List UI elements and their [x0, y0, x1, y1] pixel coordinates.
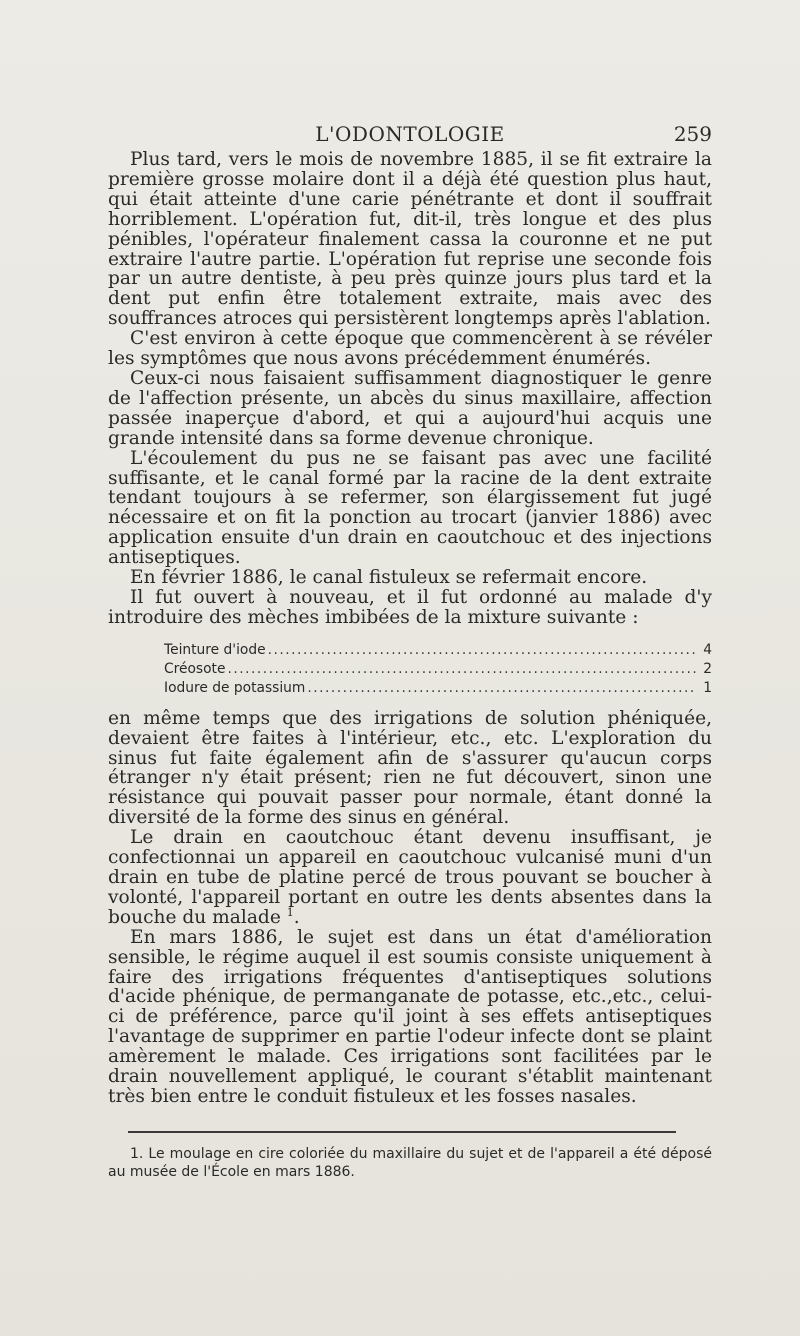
paragraph	[108, 828, 712, 928]
recipe-ingredient: Iodure de potassium	[164, 679, 306, 696]
footnote-text: 1. Le moulage en cire coloriée du maxillaire du sujet et de l'appareil a été déposé au musée de l'École en mars 1886.	[108, 1146, 712, 1180]
footnote-rule	[128, 1131, 676, 1133]
paragraph: Ceux-ci nous faisaient suffisamment diagnostiquer le genre de l'affection présente, un abcès du sinus maxillaire, affection passée inaperçue d'abord, et qui a aujourd'hui acquis une grande intensité dans sa forme devenue chronique.	[108, 367, 712, 449]
leader-dots	[307, 679, 696, 698]
footnote-ref: 1	[286, 905, 294, 919]
paragraph-text: en même temps que des irrigations de solution phéniquée, devaient être faites à l'intérieur, etc., etc. L'exploration du sinus fut faite également afin de s'assurer qu'aucun corps étranger n'y était présent; rien ne fut découvert, sinon une résistance qui pouvait passer pour normale, étant donné la diversité de la forme des sinus en général.	[108, 707, 712, 829]
recipe-quantity: 1	[703, 679, 712, 696]
page-number: 259	[673, 122, 712, 146]
recipe-ingredient: Teinture d'iode	[164, 641, 266, 658]
footnote	[108, 1145, 712, 1181]
paragraph: C'est environ à cette époque que commencèrent à se révéler les symptômes que nous avons précédemment énumérés.	[108, 328, 712, 370]
paragraph	[108, 928, 712, 1107]
paragraph-text: En mars 1886, le sujet est dans un état d'amélioration sensible, le régime auquel il est soumis consiste uniquement à faire des irrigations fréquentes d'antiseptiques solutions d'acide phénique, de permanganate de potasse, etc.,etc., celui-ci de préférence, parce qu'il joint à ses effets antiseptiques l'avantage de supprimer en partie l'odeur infecte dont se plaint amèrement le malade. Ces irrigations sont facilitées par le drain nouvellement appliqué, le courant s'établit maintenant très bien entre le conduit fistuleux et les fosses nasales.	[108, 926, 712, 1107]
paragraph: L'écoulement du pus ne se faisant pas avec une facilité suffisante, et le canal formé par la racine de la dent extraite tendant toujours à se refermer, son élargissement fut jugé nécessaire et on fit la ponction au trocart (janvier 1886) avec application ensuite d'un drain en caoutchouc et des injections antiseptiques.	[108, 447, 712, 569]
recipe-row	[164, 641, 712, 660]
leader-dots	[227, 660, 696, 679]
recipe-quantity: 4	[703, 641, 712, 658]
paragraph: En février 1886, le canal fistuleux se refermait encore.	[130, 567, 648, 589]
paragraph: Plus tard, vers le mois de novembre 1885, il se fit extraire la première grosse molaire dont il a déjà été question plus haut, qui était atteinte d'une carie pénétrante et dont il souffrait horriblement. L'opération fut, dit-il, très longue et des plus pénibles, l'opérateur finalement cassa la couronne et ne put extraire l'autre partie. L'opération fut reprise une seconde fois par un autre dentiste, à peu près quinze jours plus tard et la dent put enfin être totalement extraite, mais avec des souffrances atroces qui persistèrent longtemps après l'ablation.	[108, 149, 712, 330]
recipe-list	[108, 641, 712, 698]
recipe-ingredient: Créosote	[164, 660, 226, 677]
paragraph-tail: .	[293, 906, 300, 928]
recipe-row	[164, 679, 712, 698]
recipe-quantity: 2	[703, 660, 712, 677]
body-text	[108, 150, 712, 1107]
paragraph	[108, 709, 712, 828]
paragraph-text: Le drain en caoutchouc étant devenu insuffisant, je confectionnai un appareil en caoutchouc vulcanisé muni d'un drain en tube de platine percé de trous pouvant se boucher à volonté, l'appareil portant en outre les dents absentes dans la bouche du malade	[108, 827, 712, 928]
running-title: L'ODONTOLOGIE	[315, 122, 505, 146]
page-header	[108, 118, 712, 148]
leader-dots	[268, 641, 696, 660]
recipe-row	[164, 660, 712, 679]
paragraph: Il fut ouvert à nouveau, et il fut ordonné au malade d'y introduire des mèches imbibées de la mixture suivante :	[108, 586, 712, 628]
